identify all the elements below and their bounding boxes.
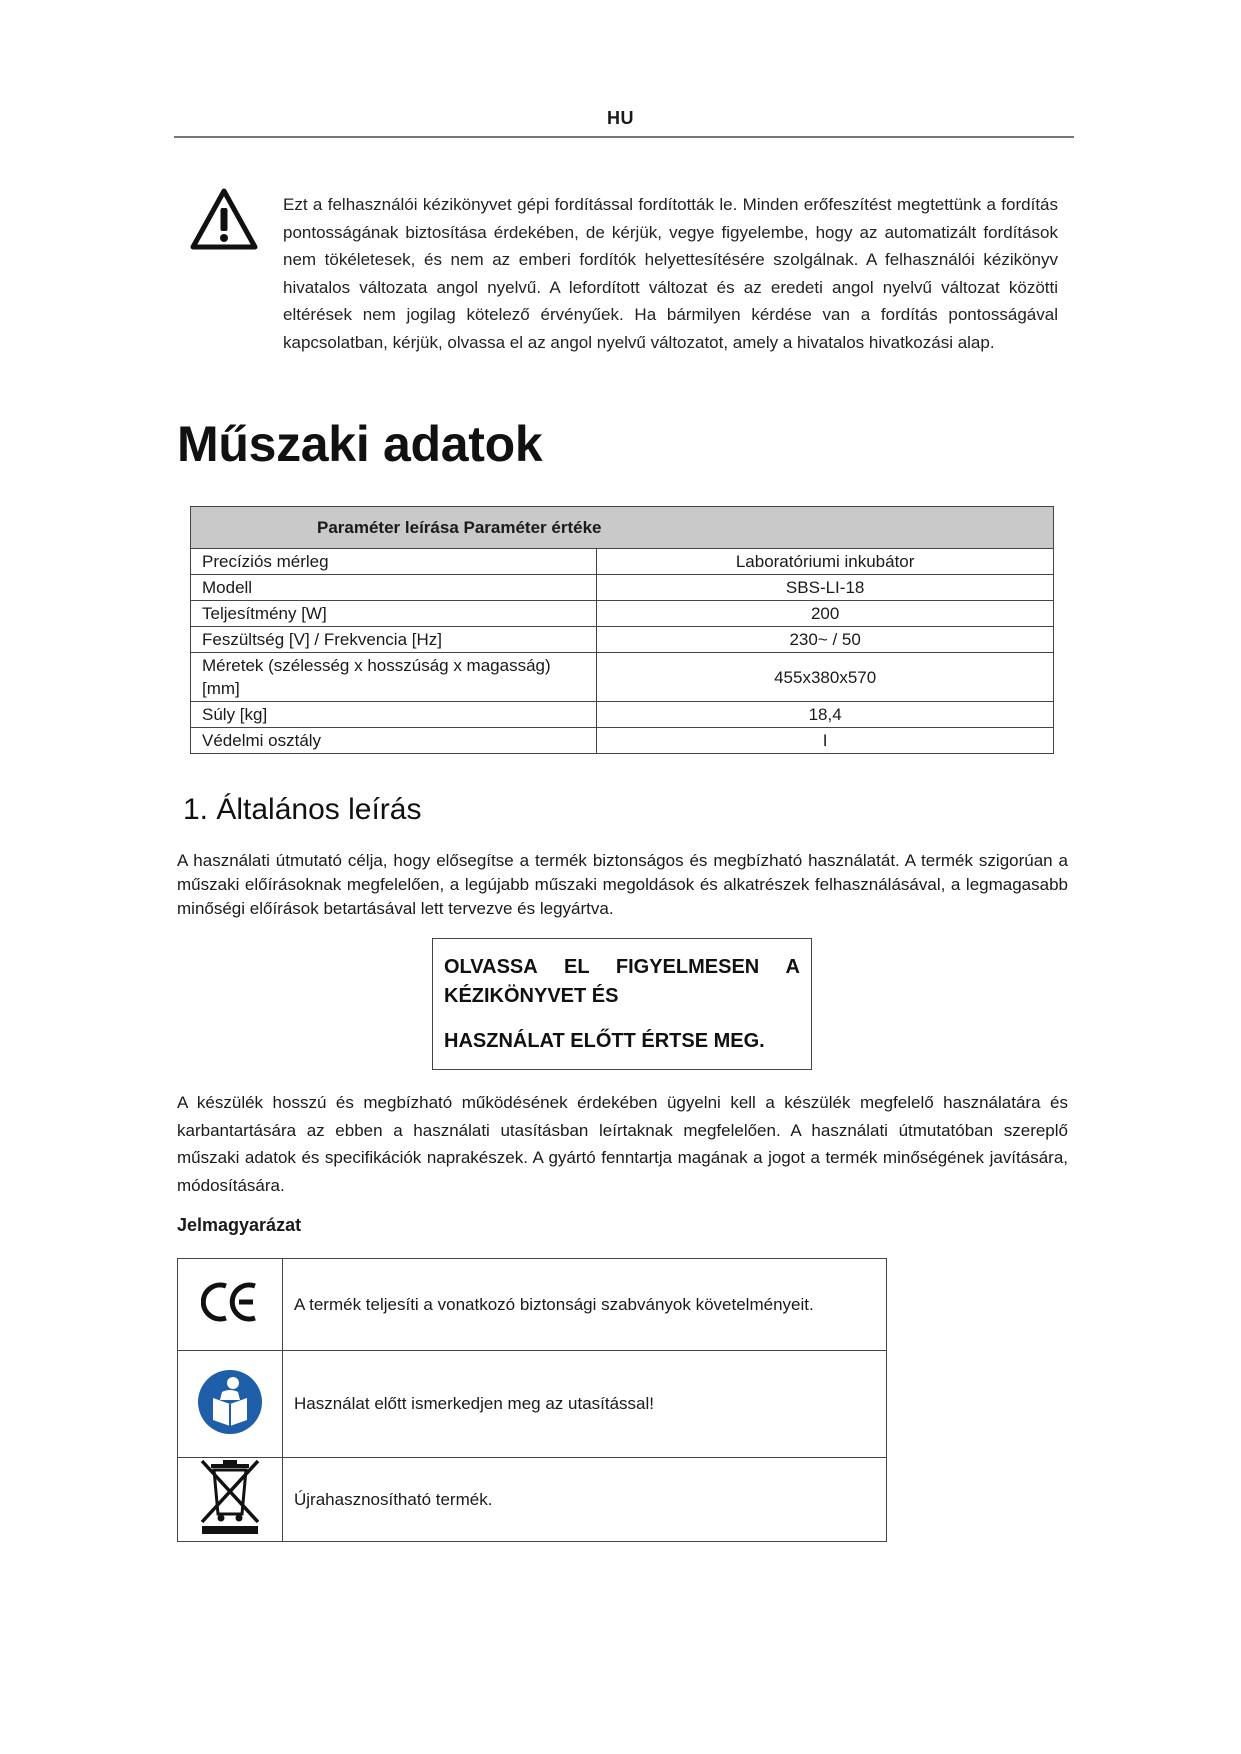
- callout-line-3: HASZNÁLAT ELŐTT ÉRTSE MEG.: [444, 1030, 765, 1052]
- spec-label: Védelmi osztály: [191, 728, 597, 754]
- spec-value: SBS-LI-18: [597, 575, 1054, 601]
- table-row: [191, 702, 1054, 728]
- callout-word: EL: [564, 956, 590, 978]
- spec-label: Súly [kg]: [191, 702, 597, 728]
- specs-table: [190, 506, 1054, 754]
- specs-header-label: Paraméter leírása Paraméter értéke: [191, 507, 1054, 549]
- table-row: [191, 601, 1054, 627]
- spec-label: Precíziós mérleg: [191, 549, 597, 575]
- spec-value: 200: [597, 601, 1054, 627]
- table-row: [191, 728, 1054, 754]
- weee-bin-icon: [197, 1458, 263, 1536]
- header-divider: [174, 136, 1074, 138]
- warning-icon: [190, 188, 258, 250]
- spec-value: 455x380x570: [597, 653, 1054, 702]
- table-row: [191, 549, 1054, 575]
- spec-label: Feszültség [V] / Frekvencia [Hz]: [191, 627, 597, 653]
- general-paragraph-1: A használati útmutató célja, hogy elősegítse a termék biztonságos és megbízható használatát. A termék szigorúan a műszaki előírásoknak megfelelően, a legújabb műszaki megoldások és alkatrészek felhasználásával, a legmagasabb minőségi előírások betartásával lett tervezve és legyártva.: [177, 851, 1068, 918]
- table-row: [191, 575, 1054, 601]
- table-row: [191, 653, 1054, 702]
- spec-label: Teljesítmény [W]: [191, 601, 597, 627]
- spec-value: 230~ / 50: [597, 627, 1054, 653]
- legend-text: Újrahasznosítható termék.: [283, 1458, 887, 1542]
- read-manual-callout: [432, 938, 812, 1070]
- spec-label: Méretek (szélesség x hosszúság x magasság) [mm]: [191, 653, 597, 702]
- spec-label: Modell: [191, 575, 597, 601]
- machine-translation-notice: Ezt a felhasználói kézikönyvet gépi fordítással fordították le. Minden erőfeszítést megtettünk a fordítás pontosságának biztosítása érdekében, de kérjük, vegye figyelembe, hogy az automatizált fordítások nem tökéletesek, és nem az emberi fordítók helyettesítésére szolgálnak. A felhasználói kézikönyv hivatalos változata angol nyelvű. A lefordított változat és az eredeti angol nyelvű változat közötti eltérések nem jogilag kötelező érvényűek. Ha bármilyen kérdése van a fordítás pontosságával kapcsolatban, kérjük, olvassa el az angol nyelvű változatot, amely a hivatalos hivatkozási alap.: [283, 195, 1058, 352]
- section-title-specs: Műszaki adatok: [177, 416, 543, 472]
- table-row: [178, 1458, 887, 1542]
- spec-value: Laboratóriumi inkubátor: [597, 549, 1054, 575]
- spec-value: I: [597, 728, 1054, 754]
- callout-line-1: [444, 953, 800, 982]
- callout-word: FIGYELMESEN: [615, 956, 760, 978]
- table-row: [191, 627, 1054, 653]
- callout-word: OLVASSA: [444, 956, 538, 978]
- read-manual-icon: [196, 1368, 264, 1436]
- specs-table-header: [191, 507, 1054, 549]
- page-language-header: HU: [607, 108, 634, 128]
- legend-text: A termék teljesíti a vonatkozó biztonsági szabványok követelményeit.: [283, 1259, 887, 1351]
- legend-text: Használat előtt ismerkedjen meg az utasítással!: [283, 1351, 887, 1458]
- legend-table: [177, 1258, 887, 1542]
- ce-mark-icon: [201, 1280, 259, 1324]
- spec-value: 18,4: [597, 702, 1054, 728]
- table-row: [178, 1259, 887, 1351]
- callout-word: A: [785, 956, 800, 978]
- legend-title: Jelmagyarázat: [177, 1215, 302, 1235]
- table-row: [178, 1351, 887, 1458]
- callout-line-2: KÉZIKÖNYVET ÉS: [444, 985, 619, 1007]
- general-paragraph-2: A készülék hosszú és megbízható működésének érdekében ügyelni kell a készülék megfelelő használatára és karbantartására az ebben a használati utasításban leírtaknak megfelelően. A használati útmutatóban szereplő műszaki adatok és specifikációk naprakészek. A gyártó fenntartja magának a jogot a termék minőségének javítására, módosítására.: [177, 1093, 1068, 1195]
- section-title-general: 1. Általános leírás: [183, 793, 422, 826]
